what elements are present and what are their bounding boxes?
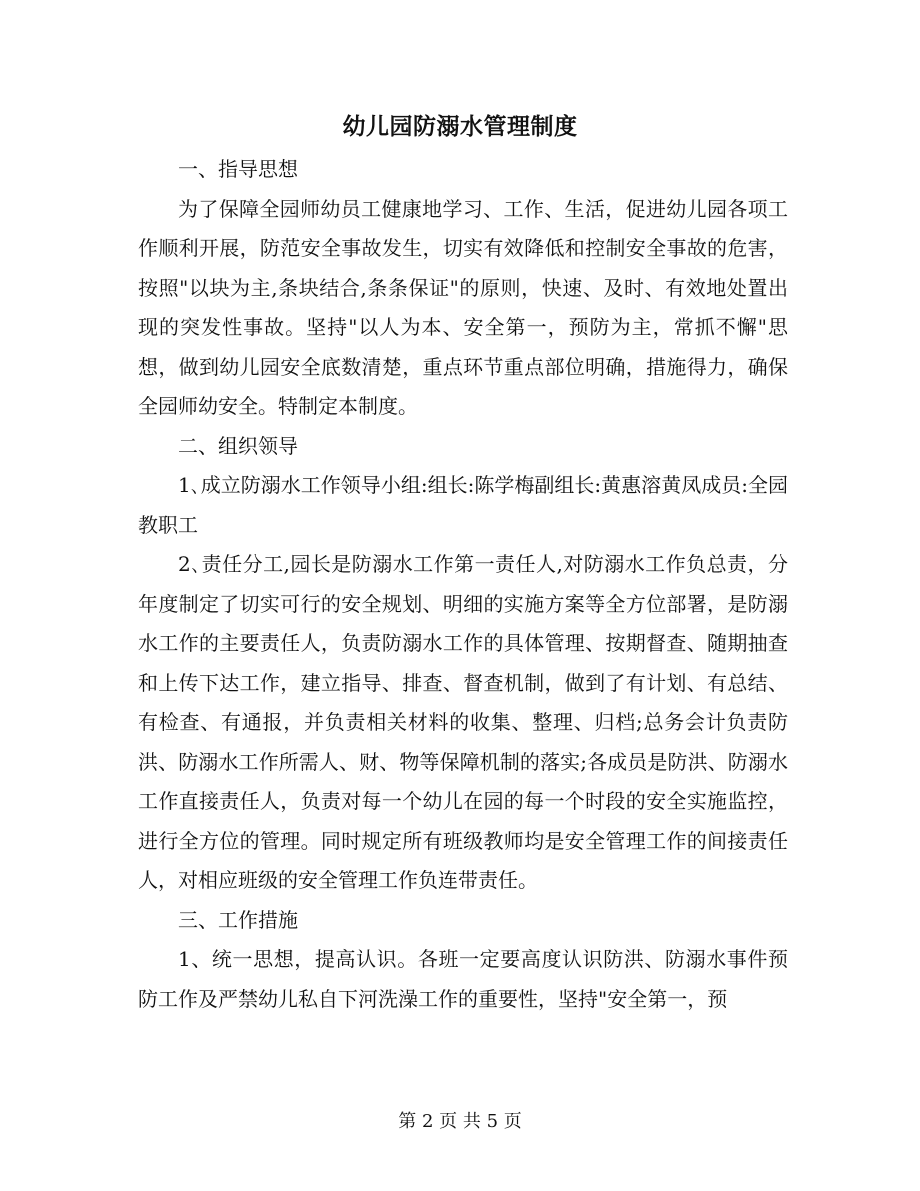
- section-heading-work-measures: 三、工作措施: [178, 907, 298, 932]
- section-heading-guiding-ideology: 一、指导思想: [178, 157, 298, 181]
- page-number-footer: 第 2 页 共 5 页: [398, 1111, 522, 1132]
- section-heading-organization: 二、组织领导: [178, 433, 298, 458]
- document-body: [138, 150, 788, 1019]
- paragraph-guiding-ideology: 为了保障全园师幼员工健康地学习、工作、生活，促进幼儿园各项工作顺利开展，防范安全事故发生，切实有效降低和控制安全事故的危害，按照"以块为主,条块结合,条条保证"的原则，快速、及时、有效地处置出现的突发性事故。坚持"以人为本、安全第一，预防为主，常抓不懈"思想，做到幼儿园安全底数清楚，重点环节重点部位明确，措施得力，确保全园师幼安全。特制定本制度。: [138, 196, 788, 418]
- paragraph-responsibilities: 2､责任分工,园长是防溺水工作第一责任人,对防溺水工作负总责，分年度制定了切实可行的安全规划、明细的实施方案等全方位部署，是防溺水工作的主要责任人，负责防溺水工作的具体管理、按期督查、随期抽查和上传下达工作，建立指导、排查、督查机制，做到了有计划、有总结、有检查、有通报，并负责相关材料的收集、整理、归档;总务会计负责防洪、防溺水工作所需人、财、物等保障机制的落实;各成员是防洪、防溺水工作直接责任人，负责对每一个幼儿在园的每一个时段的安全实施监控，进行全方位的管理。同时规定所有班级教师均是安全管理工作的间接责任人，对相应班级的安全管理工作负连带责任。: [138, 552, 788, 892]
- paragraph-leadership-group: 1､成立防溺水工作领导小组:组长:陈学梅副组长:黄惠溶黄凤成员:全园教职工: [138, 473, 788, 537]
- document-title: 幼儿园防溺水管理制度: [342, 113, 578, 140]
- paragraph-unify-thinking: 1、统一思想，提高认识。各班一定要高度认识防洪、防溺水事件预防工作及严禁幼儿私自下河洗澡工作的重要性，坚持"安全第一，预: [138, 947, 788, 1011]
